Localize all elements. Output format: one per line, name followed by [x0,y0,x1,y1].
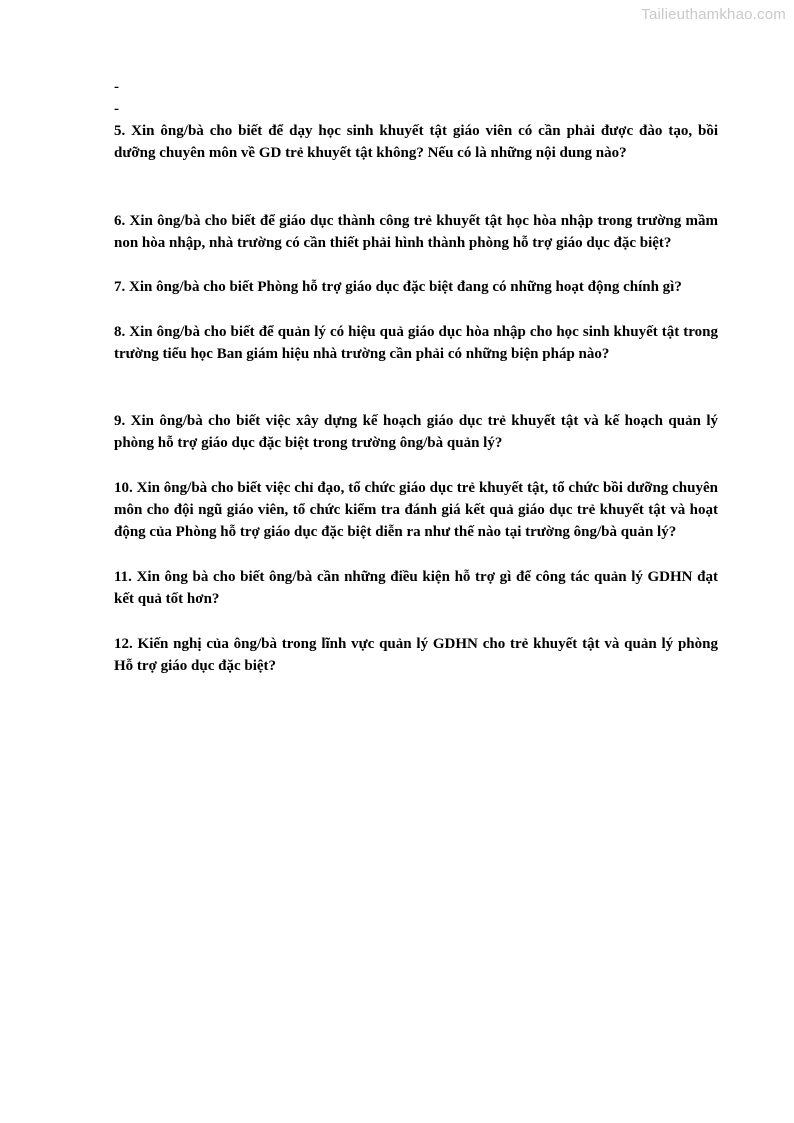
list-dash: - [114,79,119,95]
list-dash: - [114,101,119,117]
question-8: 8. Xin ông/bà cho biết để quản lý có hiệu quả giáo dục hòa nhập cho học sinh khuyết tật trong trường tiểu học Ban giám hiệu nhà trường cần phải có những biện pháp nào? [114,324,718,362]
question-5: 5. Xin ông/bà cho biết để dạy học sinh khuyết tật giáo viên có cần phải được đào tạo, bồi dưỡng chuyên môn về GD trẻ khuyết tật không? Nếu có là những nội dung nào? [114,123,718,161]
question-6: 6. Xin ông/bà cho biết để giáo dục thành công trẻ khuyết tật học hòa nhập trong trường mầm non hòa nhập, nhà trường có cần thiết phải hình thành phòng hỗ trợ giáo dục đặc biệt? [114,213,718,251]
document-body [114,76,718,677]
question-7: 7. Xin ông/bà cho biết Phòng hỗ trợ giáo dục đặc biệt đang có những hoạt động chính gì? [114,279,682,295]
watermark-text: Tailieuthamkhao.com [641,6,786,23]
question-11: 11. Xin ông bà cho biết ông/bà cần những điều kiện hỗ trợ gì để công tác quản lý GDHN đạt kết quả tốt hơn? [114,569,718,607]
question-10: 10. Xin ông/bà cho biết việc chỉ đạo, tổ chức giáo dục trẻ khuyết tật, tổ chức bồi dưỡng chuyên môn cho đội ngũ giáo viên, tổ chức kiểm tra đánh giá kết quả giáo dục trẻ khuyết tật và hoạt động của Phòng hỗ trợ giáo dục đặc biệt diễn ra như thế nào tại trường ông/bà quản lý? [114,480,718,540]
question-12: 12. Kiến nghị của ông/bà trong lĩnh vực quản lý GDHN cho trẻ khuyết tật và quản lý phòng Hỗ trợ giáo dục đặc biệt? [114,636,718,674]
question-9: 9. Xin ông/bà cho biết việc xây dựng kế hoạch giáo dục trẻ khuyết tật và kế hoạch quản lý phòng hỗ trợ giáo dục đặc biệt trong trường ông/bà quản lý? [114,413,718,451]
